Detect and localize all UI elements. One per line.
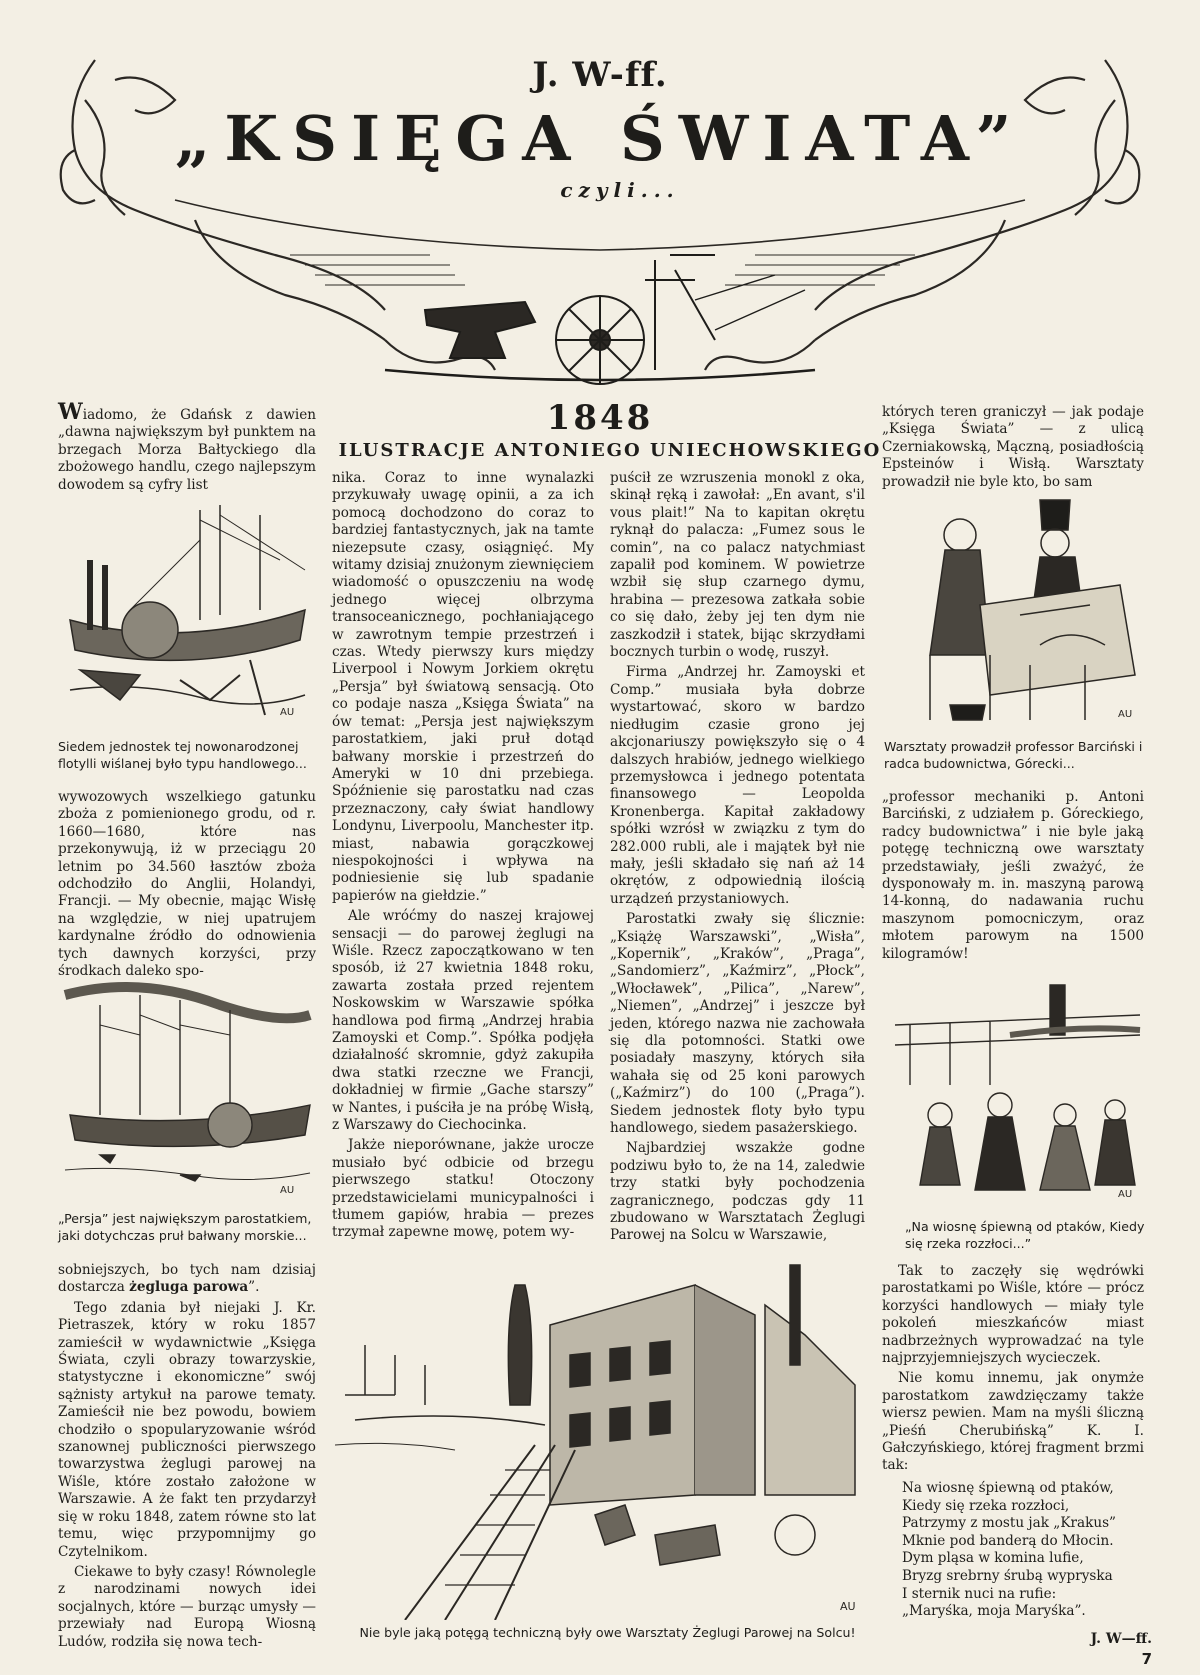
- column-3: [610, 470, 865, 1248]
- poem-line: Na wiosnę śpiewną od ptaków,: [902, 1480, 1114, 1496]
- poem-line: „Maryśka, moja Maryśka”.: [902, 1603, 1086, 1620]
- paragraph: wywozowych wszelkiego gatunku zboża z pomienionego grodu, od r. 1660—1680, które nas przekonywują, iż w przeciągu 20 letnim po 34.560 łasztów zboża odchodziło do Anglii, Holandyi, Francji. — My obecnie, mając Wisłę na względzie, w niej upatrujem kardynalne źródło do odnowienia tych dawnych korzyści, przy środkach daleko spo-: [58, 789, 316, 980]
- shipyard-illustration: [335, 1245, 870, 1620]
- persja-ship-illustration: [60, 975, 315, 1200]
- paragraph-text: ”.: [248, 1279, 260, 1296]
- column-1-middle: [58, 789, 316, 983]
- paragraph: Nie komu innemu, jak onymże parostatkom zawdzięczamy także wiersz pewien. Mam na myśli śliczną „Pieśń Cherubińską” K. I. Gałczyńskiego, której fragment brzmi tak:: [882, 1370, 1144, 1474]
- steamship-illustration: [60, 500, 315, 725]
- poem-line: Kiedy się rzeka rozzłoci,: [902, 1497, 1070, 1514]
- drop-cap: W: [58, 399, 83, 425]
- article-title: „KSIĘGA ŚWIATA”: [174, 102, 1026, 175]
- artist-monogram: AU: [280, 707, 295, 718]
- paragraph: Jakże nieporównane, jakże urocze musiało być odbicie od brzegu pierwszego statku! Otoczony przedstawicielami municypalności i tłumem gapiów, hrabia — prezes trzymał zapewne mowę, potem wy-: [332, 1137, 594, 1241]
- poem-line: Patrzymy z mostu jak „Krakus”: [902, 1515, 1117, 1532]
- caption-steamship: Siedem jednostek tej nowonarodzonej flotylli wiślanej było typu handlowego...: [58, 739, 307, 771]
- emphasis: żegluga parowa: [129, 1279, 249, 1296]
- paragraph: Parostatki zwały się ślicznie: „Książę Warszawski”, „Wisła”, „Kopernik”, „Kraków”, „Praga”, „Sandomierz”, „Kaźmirz”, „Płock”, „Włocławek”, „Pilica”, „Narew”, „Niemen”, „Andrzej” i jeszcze był jeden, którego nazwa nie zachowała się dla potomności. Statki owe posiadały maszyny, których siła wahała się od 25 koni parowych („Kaźmirz”) do 100 („Praga”). Siedem jednostek floty było typu handlowego, siedem pasażerskiego.: [610, 911, 865, 1137]
- artist-monogram: AU: [1118, 709, 1133, 720]
- author-header: J. W-ff.: [532, 55, 668, 95]
- page-number: 7: [1141, 1650, 1152, 1668]
- paragraph-text: iadomo, że Gdańsk z dawien „dawna największym był punktem na brzegach Morza Bałtyckiego dla zbożowego handlu, czego najlepszym dowodem są cyfry list: [58, 407, 316, 493]
- poem-line: Mknie pod banderą do Młocin.: [902, 1532, 1114, 1549]
- paragraph: [58, 399, 316, 494]
- article-subtitle: czyli...: [560, 178, 680, 202]
- caption-persja: „Persja” jest największym parostatkiem, jaki dotychczas pruł bałwany morskie...: [58, 1211, 312, 1243]
- paragraph: [58, 1262, 316, 1297]
- professors-illustration: [890, 495, 1145, 725]
- paragraph: Firma „Andrzej hr. Zamoyski et Comp.” musiała była dobrze wystartować, skoro w bardzo niedługim czasie grono jej akcjonariuszy powiększyło się o 4 dalszych hrabiów, jednego wielkiego przemysłowca i jednego potentata finansowego — Leopolda Kronenberga. Kapitał zakładowy spółki wzrósł w związku z tym do 282.000 rubli, ale i majątek był nie mały, jeśli składało się nań aż 14 okrętów, z odpowiednią ilością urządzeń przystaniowych.: [610, 664, 865, 907]
- author-signature: J. W—ff.: [1090, 1631, 1152, 1647]
- paragraph: Ale wróćmy do naszej krajowej sensacji — do parowej żeglugi na Wiśle. Rzecz zapoczątkowano w ten sposób, iż 27 kwietnia 1848 roku, zawarta została przed rejentem Noskowskim w Warszawie spółka handlowa pod firmą „Andrzej hrabia Zamoyski et Comp.”. Spółka podjęła działalność skromnie, gdyż zakupiła dwa statki rzeczne we Francji, dokładniej w firmie „Gache starszy” w Nantes, i puściła je na próbę Wisłą, z Warszawy do Ciechocinka.: [332, 908, 594, 1134]
- caption-shipyard: Nie byle jaką potęgą techniczną były owe Warsztaty Żeglugi Parowej na Solcu!: [359, 1625, 856, 1640]
- header-ornament-illustration: [55, 40, 1145, 420]
- poem-line: Dym pląsa w komina lufie,: [902, 1550, 1084, 1567]
- paragraph: „professor mechaniki p. Antoni Barciński, z udziałem p. Góreckiego, radcy budownictwa” i nie byle jaką potęgę techniczną owe warsztaty przedstawiały, jeśli zważyć, że dysponowały m. in. maszyną parową 14-konną, do nadawania ruchu maszynom pomocniczym, oraz młotem parowym na 1500 kilogramów!: [882, 789, 1144, 962]
- artist-monogram: AU: [280, 1185, 295, 1196]
- caption-professors: Warsztaty prowadził professor Barciński i radca budownictwa, Górecki...: [884, 739, 1143, 771]
- paragraph: Najbardziej wszakże godne podziwu było to, że na 14, zaledwie trzy statki były pochodzenia zagranicznego, podczas gdy 11 zbudowano w Warsztatach Żeglugi Parowej na Solcu w Warszawie,: [610, 1140, 865, 1244]
- column-2: [332, 470, 594, 1245]
- column-4-bottom: [882, 1263, 1144, 1478]
- column-4-top: [882, 404, 1144, 494]
- column-1-top: [58, 399, 316, 497]
- paragraph: puścił ze wzruszenia monokl z oka, skinął ręką i zawołał: „En avant, s'il vous plait!” Na to kapitan okrętu ryknął do palacza: „Fumez sous le comin”, na co palacz natychmiast zapalił pod kominem. W powietrze wzbił się słup czarnego dymu, hrabina — prezesowa zatkała sobie co się dało, żeby jej ten dym nie zaszkodził i statek, bijąc skrzydłami bocznych turbin o wodę, ruszył.: [610, 470, 865, 661]
- caption-poem-quote: „Na wiosnę śpiewną od ptaków, Kiedy się rzeka rozzłoci...”: [905, 1219, 1145, 1251]
- illustrations-credit: ILUSTRACJE ANTONIEGO UNIECHOWSKIEGO: [338, 440, 882, 461]
- poem-line: I sternik nuci na rufie:: [902, 1585, 1057, 1602]
- crowd-on-bridge-illustration: [890, 975, 1145, 1205]
- paragraph: nika. Coraz to inne wynalazki przykuwały uwagę opinii, a za ich pomocą dochodzono do coraz to bardziej fantastycznych, jak na tamte niezepsute czasy, osiągnięć. My witamy dzisiaj znużonym ziewnięciem wiadomość o opuszczeniu na wodę jednego więcej olbrzyma transoceanicznego, pochłaniającego w zawrotnym tempie przestrzeń i czas. Wtedy pierwszy kurs między Liverpool i Nowym Jorkiem okrętu „Persja” był światową sensacją. Oto co podaje nasza „Księga Świata” na ów temat: „Persja jest największym parostatkiem, jaki pruł dotąd bałwany morskie i przestrzeń do Ameryki w 10 dni przebiega. Spóźnienie się parostatku nad czas przeznaczony, cały świat handlowy Londynu, Liverpoolu, Manchester itp. miast, nabawia gorączkowej niespokojności i wpływa na podniesienie się lub spadanie papierów na giełdzie.”: [332, 470, 594, 904]
- column-4-middle: [882, 789, 1144, 966]
- column-1-bottom: [58, 1262, 316, 1654]
- poem-line: Bryzg srebrny śrubą wypryska: [902, 1567, 1113, 1584]
- paragraph-text: sobniejszych, bo tych nam dzisiaj dostarcza: [58, 1262, 316, 1296]
- paragraph: których teren graniczył — jak podaje „Księga Świata” — z ulicą Czerniakowską, Mączną, posiadłością Epsteinów i Wisłą. Warsztaty prowadził nie byle kto, bo sam: [882, 404, 1144, 490]
- year-label: 1848: [546, 398, 654, 438]
- poem: [902, 1480, 1142, 1621]
- artist-monogram: AU: [1118, 1189, 1133, 1200]
- paragraph: Tak to zaczęły się wędrówki parostatkami po Wiśle, które — prócz korzyści handlowych — miały tyle pokoleń mieszkańców miast nadbrzeżnych wyprowadzać na tyle najprzyjemniejszych wycieczek.: [882, 1263, 1144, 1367]
- artist-monogram: AU: [840, 1600, 856, 1613]
- paragraph: Ciekawe to były czasy! Równolegle z narodzinami nowych idei socjalnych, które — burząc umysły — przewiały nad Europą Wiosną Ludów, rodziła się nowa tech-: [58, 1563, 316, 1650]
- paragraph: Tego zdania był niejaki J. Kr. Pietraszek, który w roku 1857 zamieścił w wydawnictwie „Księga Świata, czyli obrazy towarzyskie, statystyczne i ekonomiczne” swój sążnisty artykuł na parowe tematy. Zamieścił nie bez powodu, bowiem chodziło o spopularyzowanie wśród szanownej publiczności pierwszego towarzystwa żeglugi parowej na Wiśle, które zostało założone w Warszawie. A że fakt ten przydarzył się w roku 1848, zatem równe sto lat temu, więc przypomnijmy go Czytelnikom.: [58, 1299, 316, 1560]
